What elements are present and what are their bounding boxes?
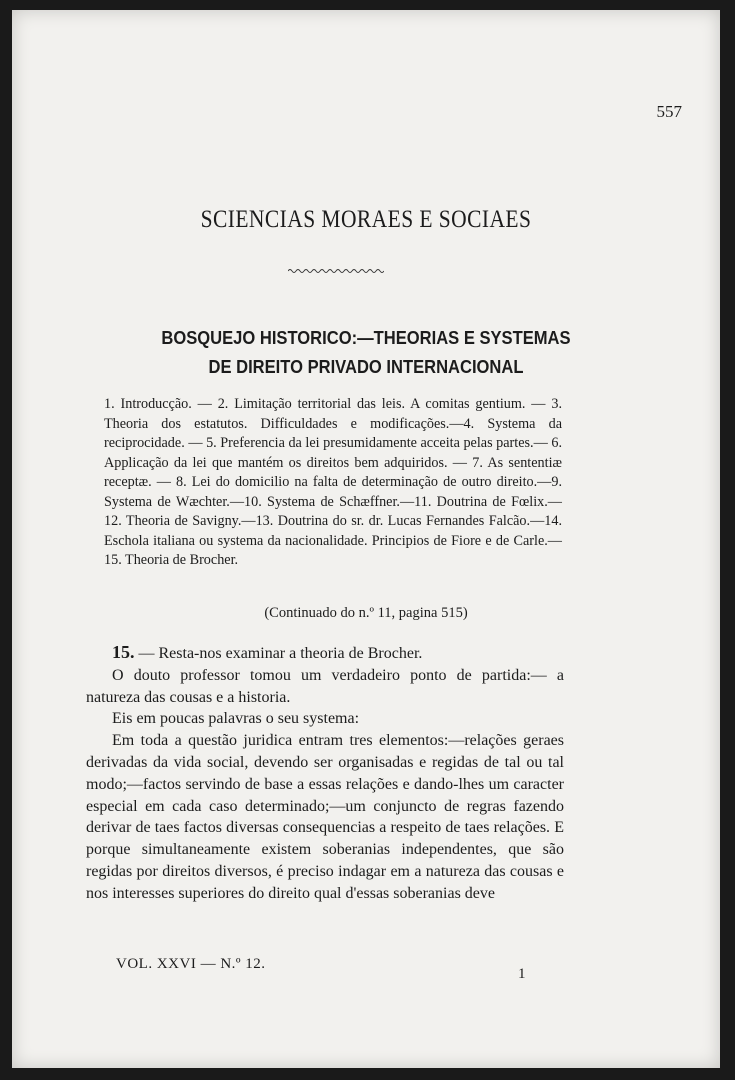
article-title-line-2: DE DIREITO PRIVADO INTERNACIONAL <box>208 357 524 377</box>
section-title: SCIENCIAS MORAES E SOCIAES <box>200 206 532 233</box>
body-text <box>86 642 564 905</box>
paragraph-3: Eis em poucas palavras o seu systema: <box>112 710 360 728</box>
table-of-contents-summary: 1. Introducção. — 2. Limitação territorial das leis. A comitas gentium. — 3. Theoria dos estatutos. Difficuldades e modificações.—4. Systema da reciprocidade. — 5. Preferencia da lei presumidamente acceita pelas partes.— 6. Applicação da lei que mantém os direitos bem adquiridos. — 7. As sententiæ receptæ. — 8. Lei do domicilio na falta de determinação de outro direito.—9. Systema de Wæchter.—10. Systema de Schæffner.—11. Doutrina de Fœlix.—12. Theoria de Savigny.—13. Doutrina do sr. dr. Lucas Fernandes Falcão.—14. Eschola italiana ou systema da nacionalidade. Principios de Fiore e de Carle.—15. Theoria de Brocher. <box>104 396 562 568</box>
paragraph-2: O douto professor tomou um verdadeiro ponto de partida:— a natureza das cousas e a historia. <box>86 666 564 706</box>
paragraph-1 <box>86 642 564 665</box>
continuation-note: (Continuado do n.º 11, pagina 515) <box>264 605 468 621</box>
footer-volume: VOL. XXVI — N.º 12. <box>116 956 266 972</box>
article-title <box>96 324 637 382</box>
wavy-rule-ornament <box>288 268 384 274</box>
paragraph-1-text: — Resta-nos examinar a theoria de Brocher. <box>138 645 423 662</box>
article-title-line-1: BOSQUEJO HISTORICO:—THEORIAS E SYSTEMAS <box>161 328 571 348</box>
page-number: 557 <box>656 102 682 121</box>
document-page <box>12 10 720 1068</box>
paragraph-4: Em toda a questão juridica entram tres elementos:—relações geraes derivadas da vida social, devendo ser organisadas e regidas de tal ou tal modo;—factos servindo de base a essas relações e dando-lhes um caracter especial em cada caso determinado;—um conjuncto de regras fazendo derivar de taes factos diversas consequencias a respeito de taes relações. E porque simultaneamente existem soberanias independentes, que são regidas por direitos diversos, é preciso indagar em a natureza das cousas e nos interesses superiores do direito qual d'essas soberanias deve <box>86 732 564 902</box>
footer-signature-mark: 1 <box>518 966 526 982</box>
section-number: 15. <box>112 642 135 662</box>
